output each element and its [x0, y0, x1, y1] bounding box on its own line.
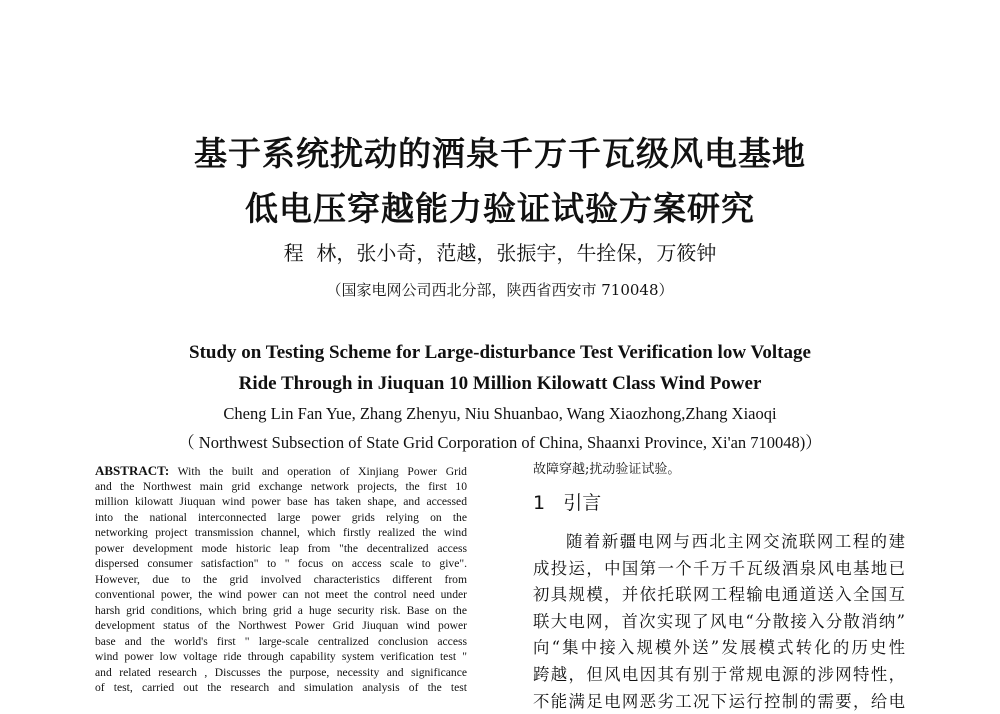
abstract-line: However, due to the grid involved characteristics different from [95, 572, 467, 586]
keywords-tail: 故障穿越;扰动验证试验。 [533, 462, 681, 477]
body-line: 随着新疆电网与西北主网交流联网工程的建 [566, 532, 905, 551]
abstract-line: power development mode historic leap from "the decentralized access [95, 541, 467, 555]
abstract-line: wind power low voltage ride through capability system verification test " [95, 650, 467, 663]
affiliation-cn: （国家电网公司西北分部，陕西省西安市 710048） [326, 281, 674, 299]
abstract-line: of test, carried out the research and simulation analysis of the test [95, 681, 467, 694]
title-cn-line-1: 基于系统扰动的酒泉千万千瓦级风电基地 [194, 134, 806, 173]
abstract-line: and related research , Discusses the purpose, necessity and significance [95, 665, 467, 679]
abstract-label: ABSTRACT: [95, 463, 170, 478]
authors-en: Cheng Lin Fan Yue, Zhang Zhenyu, Niu Shuanbao, Wang Xiaozhong,Zhang Xiaoqi [223, 404, 777, 423]
abstract-line: harsh grid conditions, which bring grid a huge security risk. Base on the [95, 603, 467, 617]
title-en-line-1: Study on Testing Scheme for Large-disturbance Test Verification low Voltage [189, 342, 811, 363]
authors-cn: 程 林，张小奇，范越，张振宇，牛拴保，万筱钟 [283, 241, 717, 265]
title-cn-line-2: 低电压穿越能力验证试验方案研究 [245, 189, 755, 228]
abstract-line: networking project transmission channel, which firstly realized the wind [95, 526, 467, 539]
abstract-line: development status of the Northwest Power Grid Jiuquan wind power [95, 619, 467, 632]
abstract-line: conventional power, the wind power can not meet the control need under [95, 588, 467, 601]
body-line: 不能满足电网恶劣工况下运行控制的需要，给电 [533, 691, 905, 711]
abstract-line: and the Northwest main grid exchange network projects, the first 10 [95, 479, 467, 493]
body-line: 跨越，但风电因其有别于常规电源的涉网特性， [533, 665, 905, 684]
affiliation-en: （ Northwest Subsection of State Grid Corporation of China, Shaanxi Province, Xi'an 710048)） [178, 433, 822, 452]
abstract-line: dispersed consumer satisfaction" to " focus on access scale to give". [95, 557, 467, 570]
body-line: 初具规模，并依托联网工程输电通道送入全国互 [533, 585, 905, 605]
abstract-line: million kilowatt Jiuquan wind power base has taken shape, and accessed [95, 495, 467, 508]
body-line: 向“集中接入规模外送”发展模式转化的历史性 [533, 638, 905, 658]
abstract-line: base and the world's first " large-scale centralized conclusion access [95, 634, 467, 648]
body-line: 联大电网，首次实现了风电“分散接入分散消纳” [533, 611, 905, 631]
section-heading: 1 引言 [533, 492, 602, 514]
abstract-line: With the built and operation of Xinjiang Power Grid [177, 465, 467, 478]
title-en-line-2: Ride Through in Jiuquan 10 Million Kilowatt Class Wind Power [238, 373, 762, 394]
body-line: 成投运，中国第一个千万千瓦级酒泉风电基地已 [533, 558, 905, 578]
abstract-line: into the national interconnected large power grids relying on the [95, 510, 467, 524]
